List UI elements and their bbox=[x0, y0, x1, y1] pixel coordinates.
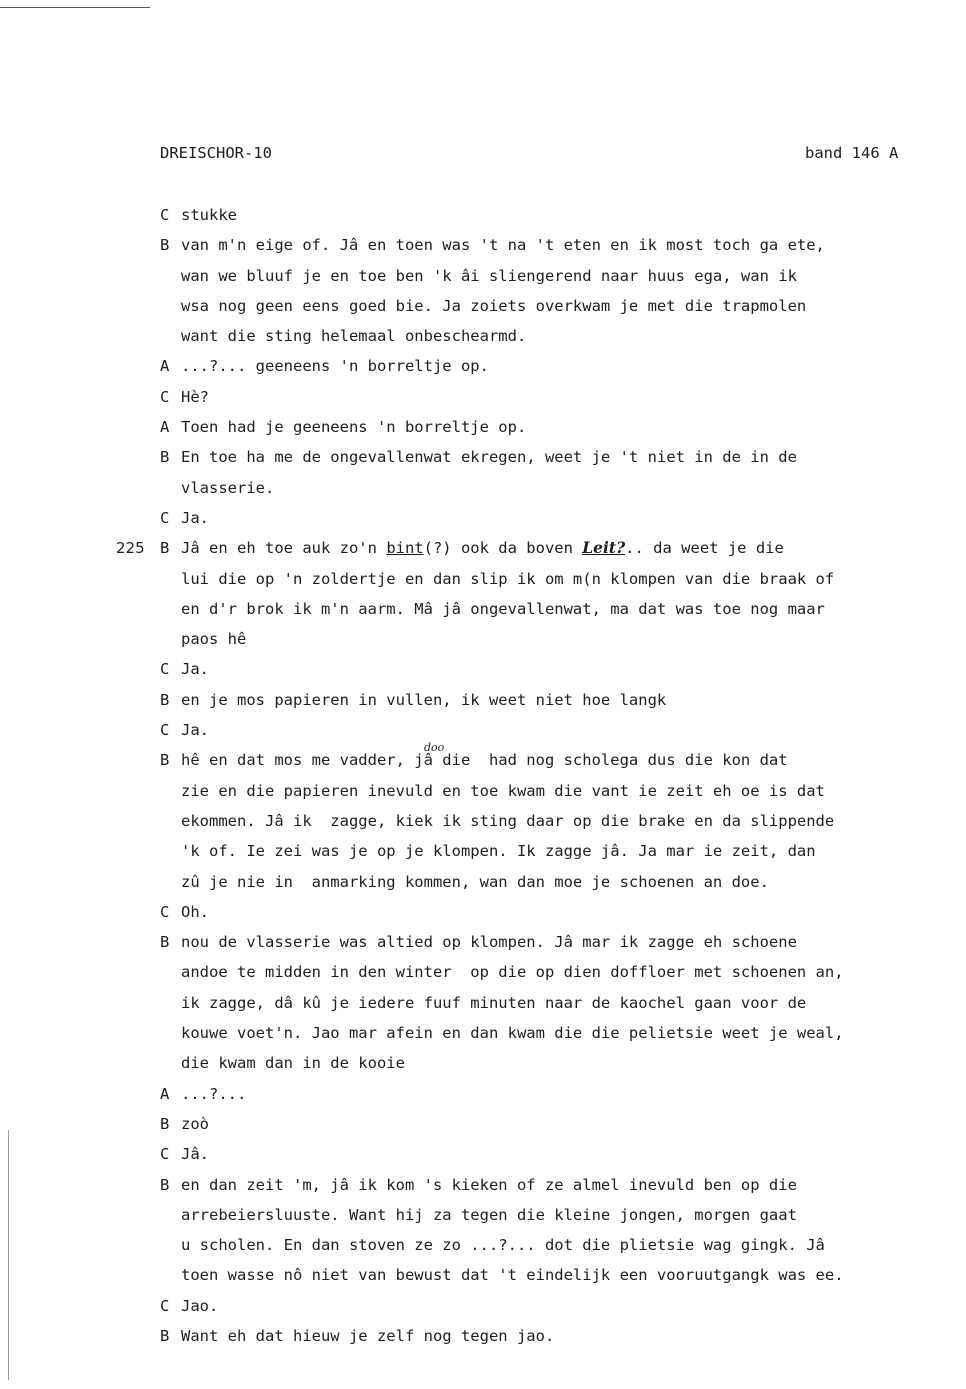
speaker-label: B bbox=[160, 448, 170, 467]
transcript-line bbox=[0, 806, 966, 836]
line-text: En toe ha me de ongevallenwat ekregen, weet je 't niet in de in de bbox=[181, 448, 797, 467]
line-text: lui die op 'n zoldertje en dan slip ik om m(n klompen van die braak of bbox=[181, 569, 835, 588]
transcript-line bbox=[0, 321, 966, 351]
transcript-line bbox=[0, 382, 966, 412]
transcript-body bbox=[0, 200, 966, 1351]
line-text: paos hê bbox=[181, 630, 247, 649]
transcript-line bbox=[0, 200, 966, 230]
transcript-line bbox=[0, 1109, 966, 1139]
transcript-line bbox=[0, 927, 966, 957]
speaker-label: A bbox=[160, 1084, 170, 1103]
speaker-label: B bbox=[160, 690, 170, 709]
transcript-line bbox=[0, 1321, 966, 1351]
underlined-word: bint bbox=[386, 539, 424, 558]
line-text: nou de vlasserie was altied op klompen. Jâ mar ik zagge eh schoene bbox=[181, 933, 797, 952]
line-text bbox=[181, 533, 784, 563]
transcript-line bbox=[0, 442, 966, 472]
line-text: vlasserie. bbox=[181, 478, 275, 497]
line-number: 225 bbox=[116, 539, 145, 558]
handwritten-annotation: doo bbox=[424, 741, 445, 754]
line-text: wsa nog geen eens goed bie. Ja zoiets overkwam je met die trapmolen bbox=[181, 296, 807, 315]
line-text: stukke bbox=[181, 206, 237, 224]
speaker-label: C bbox=[160, 206, 170, 224]
speaker-label: B bbox=[160, 1326, 170, 1345]
line-text: ik zagge, dâ kû je iedere fuuf minuten naar de kaochel gaan voor de bbox=[181, 993, 807, 1012]
transcript-line bbox=[0, 715, 966, 745]
tape-reference: band 146 A bbox=[805, 144, 899, 162]
line-text: arrebeiersluuste. Want hij za tegen die kleine jongen, morgen gaat bbox=[181, 1205, 797, 1224]
line-text: van m'n eige of. Jâ en toen was 't na 't eten en ik most toch ga ete, bbox=[181, 236, 825, 255]
transcript-line bbox=[0, 412, 966, 442]
document-title: DREISCHOR-10 bbox=[160, 144, 272, 162]
line-text: Hè? bbox=[181, 387, 209, 406]
transcript-line bbox=[0, 1048, 966, 1078]
speaker-label: B bbox=[160, 539, 170, 558]
transcript-line bbox=[0, 836, 966, 866]
line-text: ekommen. Jâ ik zagge, kiek ik sting daar op die brake en da slippende bbox=[181, 811, 835, 830]
line-text-part: Jâ en eh toe auk zo'n bbox=[181, 539, 387, 558]
transcript-line bbox=[0, 473, 966, 503]
line-text: 'k of. Ie zei was je op je klompen. Ik zagge jâ. Ja mar ie zeit, dan bbox=[181, 842, 816, 861]
transcript-line bbox=[0, 1200, 966, 1230]
transcript-line bbox=[0, 564, 966, 594]
line-text: hê en dat mos me vadder, jâ die had nog scholega dus die kon dat bbox=[181, 751, 788, 770]
transcript-line bbox=[0, 776, 966, 806]
transcript-line bbox=[0, 988, 966, 1018]
speaker-label: A bbox=[160, 357, 170, 376]
speaker-label: B bbox=[160, 933, 170, 952]
line-text: Ja. bbox=[181, 508, 209, 527]
line-text: en d'r brok ik m'n aarm. Mâ jâ ongevallenwat, ma dat was toe nog maar bbox=[181, 599, 825, 618]
speaker-label: C bbox=[160, 721, 170, 740]
transcript-line bbox=[0, 745, 966, 775]
speaker-label: B bbox=[160, 236, 170, 255]
transcript-line bbox=[0, 503, 966, 533]
transcript-line bbox=[0, 1139, 966, 1169]
speaker-label: C bbox=[160, 1296, 170, 1315]
line-text: zie en die papieren inevuld en toe kwam die vant ie zeit eh oe is dat bbox=[181, 781, 825, 800]
line-text: wan we bluuf je en toe ben 'k âi sliengerend naar huus ega, wan ik bbox=[181, 266, 797, 285]
speaker-label: C bbox=[160, 387, 170, 406]
transcript-line bbox=[0, 624, 966, 654]
speaker-label: A bbox=[160, 418, 170, 437]
top-edge-line bbox=[0, 7, 150, 8]
transcript-line bbox=[0, 1291, 966, 1321]
line-text: toen wasse nô niet van bewust dat 't eindelijk een vooruutgangk was ee. bbox=[181, 1266, 844, 1285]
line-text-part: (?) ook da boven bbox=[423, 539, 583, 558]
speaker-label: B bbox=[160, 1175, 170, 1194]
line-text: want die sting helemaal onbeschearmd. bbox=[181, 327, 527, 346]
transcript-line bbox=[0, 685, 966, 715]
line-text-part: .. da weet je die bbox=[625, 539, 784, 558]
transcript-line bbox=[0, 351, 966, 381]
line-text: u scholen. En dan stoven ze zo ...?... dot die plietsie wag gingk. Jâ bbox=[181, 1236, 825, 1255]
line-text: Toen had je geeneens 'n borreltje op. bbox=[181, 418, 527, 437]
line-text: kouwe voet'n. Jao mar afein en dan kwam die die pelietsie weet je weal, bbox=[181, 1024, 844, 1043]
transcript-line bbox=[0, 230, 966, 260]
line-text: Jao. bbox=[181, 1296, 219, 1315]
transcript-line bbox=[0, 957, 966, 987]
transcript-line-225 bbox=[0, 533, 966, 563]
speaker-label: C bbox=[160, 1145, 170, 1164]
line-text: die kwam dan in de kooie bbox=[181, 1054, 405, 1073]
transcript-line bbox=[0, 1260, 966, 1290]
line-text: ...?... geeneens 'n borreltje op. bbox=[181, 357, 489, 376]
transcript-line bbox=[0, 1079, 966, 1109]
transcript-line bbox=[0, 867, 966, 897]
transcript-line bbox=[0, 261, 966, 291]
line-text: zû je nie in anmarking kommen, wan dan moe je schoenen an doe. bbox=[181, 872, 769, 891]
speaker-label: B bbox=[160, 1114, 170, 1133]
line-text: Ja. bbox=[181, 660, 209, 679]
line-text: Jâ. bbox=[181, 1145, 209, 1164]
transcript-line bbox=[0, 594, 966, 624]
speaker-label: C bbox=[160, 660, 170, 679]
transcript-line bbox=[0, 897, 966, 927]
speaker-label: C bbox=[160, 902, 170, 921]
transcript-line bbox=[0, 291, 966, 321]
transcript-line bbox=[0, 1170, 966, 1200]
line-text: Ja. bbox=[181, 721, 209, 740]
line-text: ...?... bbox=[181, 1084, 247, 1103]
line-text: andoe te midden in den winter op die op dien doffloer met schoenen an, bbox=[181, 963, 844, 982]
line-text: Want eh dat hieuw je zelf nog tegen jao. bbox=[181, 1326, 555, 1345]
transcript-line bbox=[0, 654, 966, 684]
speaker-label: B bbox=[160, 751, 170, 770]
line-text: zoò bbox=[181, 1114, 209, 1133]
transcript-line bbox=[0, 1018, 966, 1048]
line-text: en je mos papieren in vullen, ik weet niet hoe langk bbox=[181, 690, 667, 709]
line-text: Oh. bbox=[181, 902, 209, 921]
transcript-line bbox=[0, 1230, 966, 1260]
line-text: en dan zeit 'm, jâ ik kom 's kieken of ze almel inevuld ben op die bbox=[181, 1175, 797, 1194]
speaker-label: C bbox=[160, 508, 170, 527]
handwritten-word: Leit? bbox=[582, 538, 626, 558]
